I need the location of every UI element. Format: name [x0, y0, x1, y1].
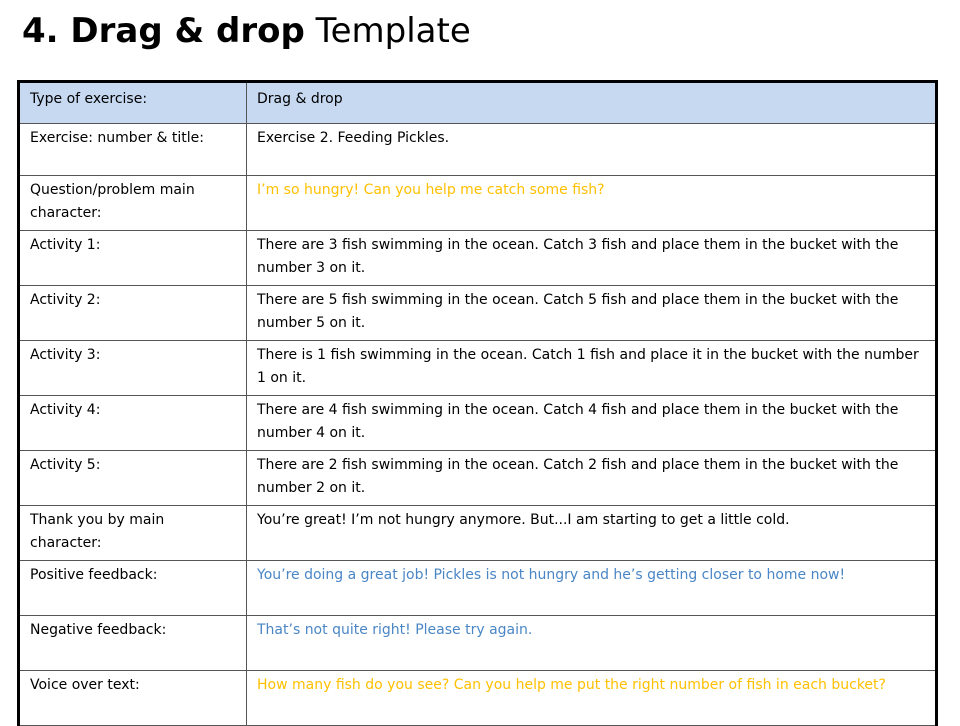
- row-label: Activity 4:: [19, 396, 247, 451]
- table-row: [19, 506, 937, 561]
- table-row: [19, 561, 937, 616]
- table-row: [19, 286, 937, 341]
- row-value: How many fish do you see? Can you help me put the right number of fish in each bucket?: [247, 671, 937, 726]
- row-value: That’s not quite right! Please try again.: [247, 616, 937, 671]
- table-row: [19, 124, 937, 176]
- table-row: [19, 176, 937, 231]
- row-value: You’re great! I’m not hungry anymore. But...I am starting to get a little cold.: [247, 506, 937, 561]
- table-row: [19, 396, 937, 451]
- row-label: Activity 3:: [19, 341, 247, 396]
- row-label: Exercise: number & title:: [19, 124, 247, 176]
- row-value: I’m so hungry! Can you help me catch some fish?: [247, 176, 937, 231]
- title-bold: 4. Drag & drop: [22, 11, 305, 51]
- table-row: [19, 231, 937, 286]
- table-row: [19, 82, 937, 124]
- table-row: [19, 671, 937, 726]
- row-label: Voice over text:: [19, 671, 247, 726]
- row-label: Activity 1:: [19, 231, 247, 286]
- row-label: Negative feedback:: [19, 616, 247, 671]
- row-value: There are 3 fish swimming in the ocean. Catch 3 fish and place them in the bucket with the number 3 on it.: [247, 231, 937, 286]
- row-value: Drag & drop: [247, 82, 937, 124]
- row-value: You’re doing a great job! Pickles is not hungry and he’s getting closer to home now!: [247, 561, 937, 616]
- row-value: There are 2 fish swimming in the ocean. Catch 2 fish and place them in the bucket with the number 2 on it.: [247, 451, 937, 506]
- page-title: [22, 8, 471, 54]
- row-label: Activity 5:: [19, 451, 247, 506]
- table-row: [19, 451, 937, 506]
- row-value: Exercise 2. Feeding Pickles.: [247, 124, 937, 176]
- row-label: Activity 2:: [19, 286, 247, 341]
- title-light: Template: [304, 11, 471, 51]
- row-label: Thank you by main character:: [19, 506, 247, 561]
- row-value: There are 4 fish swimming in the ocean. Catch 4 fish and place them in the bucket with the number 4 on it.: [247, 396, 937, 451]
- template-table: [17, 80, 938, 726]
- row-value: There are 5 fish swimming in the ocean. Catch 5 fish and place them in the bucket with the number 5 on it.: [247, 286, 937, 341]
- table-row: [19, 341, 937, 396]
- row-label: Positive feedback:: [19, 561, 247, 616]
- row-value: There is 1 fish swimming in the ocean. Catch 1 fish and place it in the bucket with the number 1 on it.: [247, 341, 937, 396]
- row-label: Type of exercise:: [19, 82, 247, 124]
- table-row: [19, 616, 937, 671]
- row-label: Question/problem main character:: [19, 176, 247, 231]
